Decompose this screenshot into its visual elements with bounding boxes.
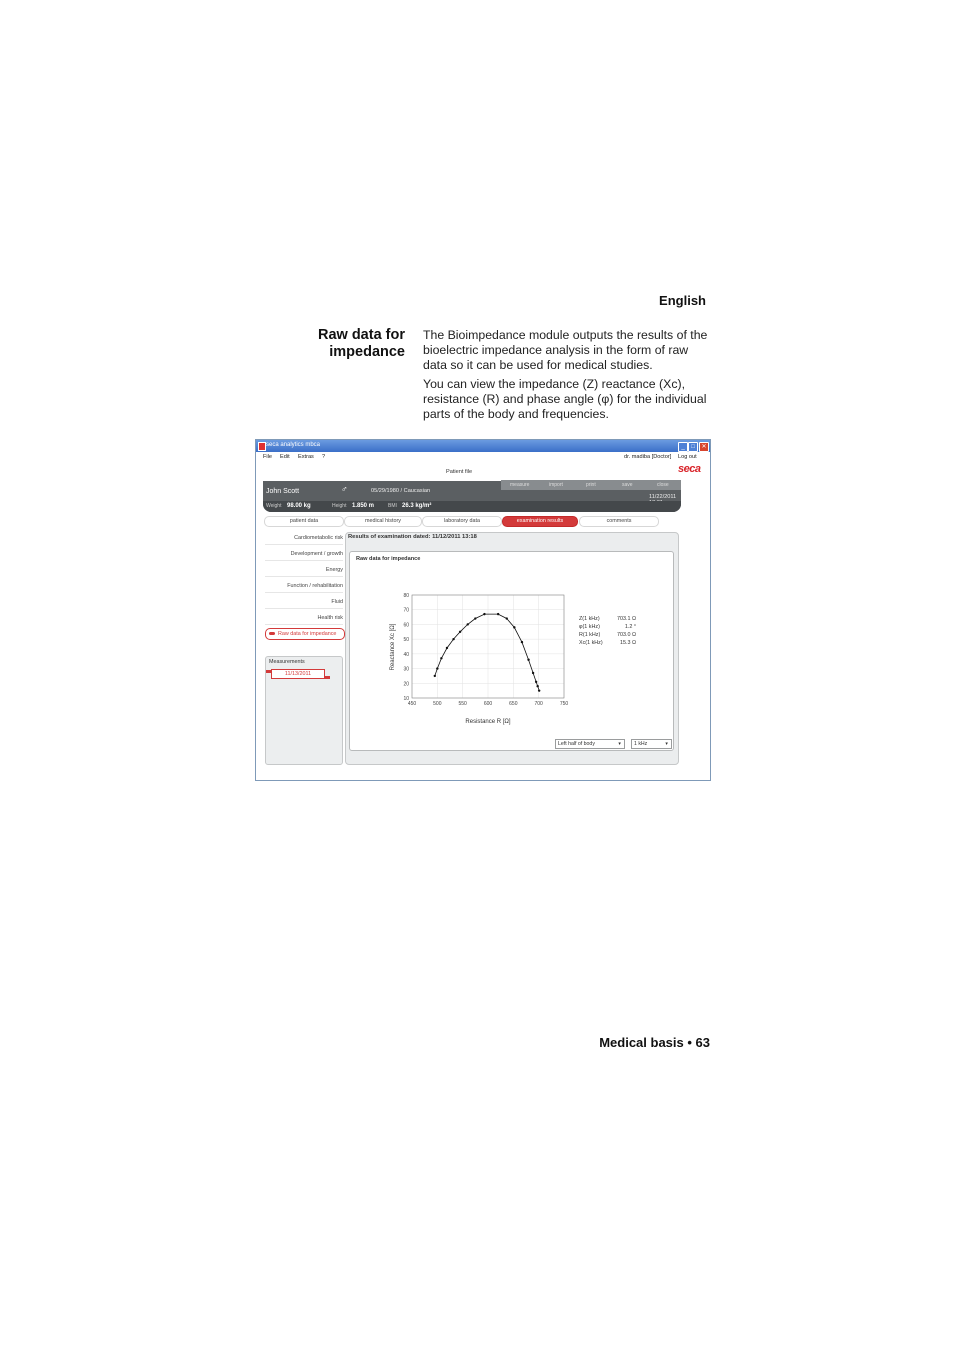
- close-tab[interactable]: close: [657, 482, 669, 488]
- menu-help[interactable]: ?: [322, 454, 326, 460]
- sidebar-item-label: Raw data for impedance: [278, 631, 337, 637]
- close-icon[interactable]: ✕: [699, 442, 709, 452]
- menu-extras[interactable]: Extras: [298, 454, 314, 460]
- sidebar-item-cardiometabolic[interactable]: Cardiometabolic risk: [265, 535, 343, 545]
- data-point: [521, 641, 523, 643]
- minimize-icon[interactable]: _: [678, 442, 688, 452]
- exam-date: 11/22/2011: [649, 494, 677, 500]
- y-tick-label: 20: [403, 681, 409, 688]
- measurement-row: [263, 501, 681, 512]
- bmi-value: 26.3 kg/m²: [402, 503, 432, 509]
- data-point: [483, 613, 485, 615]
- value-numbers: [614, 615, 636, 647]
- impedance-curve: [435, 614, 539, 691]
- x-tick-label: 600: [483, 701, 493, 707]
- r-value: 703.0 Ω: [616, 632, 636, 638]
- height-label: Height: [332, 503, 347, 509]
- measurement-date-item[interactable]: 11/13/2011: [271, 669, 325, 679]
- y-tick-label: 70: [403, 607, 409, 614]
- xc-value: 15.3 Ω: [619, 640, 636, 646]
- tab-patient-data[interactable]: patient data: [264, 516, 344, 527]
- language-label: English: [659, 293, 706, 308]
- height-value: 1.850 m: [352, 503, 375, 509]
- data-point: [467, 623, 469, 625]
- chevron-down-icon: ▾: [618, 741, 621, 747]
- z-label: Z(1 kHz): [579, 616, 600, 622]
- logout-link[interactable]: Log out: [678, 454, 697, 460]
- data-point: [459, 631, 461, 633]
- current-user: dr. madiba [Doctor]: [624, 454, 672, 460]
- sidebar-item-fluid[interactable]: Fluid: [265, 599, 343, 609]
- seca-logo: seca: [678, 463, 701, 475]
- impedance-chart: [386, 593, 586, 725]
- title-bar: [256, 440, 710, 452]
- save-tab[interactable]: save: [622, 482, 633, 488]
- male-icon: ♂: [341, 484, 348, 494]
- print-tab[interactable]: print: [586, 482, 596, 488]
- sidebar-item-raw-data[interactable]: [265, 628, 345, 640]
- sidebar-item-energy[interactable]: Energy: [265, 567, 343, 577]
- import-tab[interactable]: import: [549, 482, 563, 488]
- tab-laboratory-data[interactable]: laboratory data: [422, 516, 502, 527]
- section-title-line-1: Raw data for: [317, 327, 405, 343]
- page-footer: Medical basis • 63: [599, 1035, 710, 1050]
- chart-grid: [412, 595, 564, 698]
- data-point: [513, 626, 515, 628]
- body-part-select[interactable]: [555, 739, 625, 749]
- measure-tab[interactable]: measure: [510, 482, 530, 488]
- x-tick-label: 450: [407, 701, 417, 707]
- data-point: [436, 667, 438, 669]
- section-title-line-2: impedance: [329, 344, 405, 360]
- y-axis-label: Reactance Xc [Ω]: [390, 623, 396, 671]
- measurements-title: Measurements: [269, 659, 305, 665]
- results-title: Results of examination dated: 11/12/2011 13:18: [348, 534, 477, 540]
- data-point: [452, 638, 454, 640]
- intro-paragraph: The Bioimpedance module outputs the results of the bioelectric impedance analysis in the form of raw data so it can be used for medical studies.: [423, 328, 708, 372]
- z-value: 703.1 Ω: [616, 616, 636, 622]
- window-title: seca analytics mbca: [266, 442, 321, 448]
- tab-examination-results[interactable]: examination results: [502, 516, 578, 527]
- sidebar-item-function[interactable]: Function / rehabilitation: [265, 583, 343, 593]
- x-tick-label: 500: [433, 701, 442, 707]
- menu-file[interactable]: File: [263, 454, 273, 460]
- data-point: [535, 681, 537, 683]
- app-screenshot: [255, 439, 711, 781]
- x-tick-label: 700: [534, 701, 543, 707]
- selected-marker-icon: [269, 632, 275, 635]
- phi-label: φ(1 kHz): [579, 624, 600, 630]
- weight-label: Weight: [266, 503, 282, 509]
- y-tick-label: 60: [403, 622, 409, 629]
- x-tick-label: 650: [509, 701, 518, 707]
- data-point: [474, 617, 476, 619]
- data-point: [536, 685, 538, 687]
- chevron-down-icon: ▾: [665, 741, 668, 747]
- maximize-icon[interactable]: □: [688, 442, 698, 452]
- data-point: [446, 647, 448, 649]
- section-title: [300, 327, 405, 361]
- sidebar-item-health-risk[interactable]: Health risk: [265, 615, 343, 625]
- x-axis-label: Resistance R [Ω]: [465, 719, 511, 725]
- data-point: [497, 613, 499, 615]
- x-tick-label: 550: [458, 701, 467, 707]
- menu-edit[interactable]: Edit: [280, 454, 290, 460]
- y-tick-label: 40: [403, 651, 409, 658]
- data-point: [440, 657, 442, 659]
- data-point: [532, 672, 534, 674]
- value-labels: [579, 615, 603, 647]
- page-title: Patient file: [446, 469, 473, 475]
- marker-right-icon: [324, 676, 330, 679]
- axis-ticks: [403, 593, 568, 707]
- sidebar-item-development[interactable]: Development / growth: [265, 551, 343, 561]
- xc-label: Xc(1 kHz): [579, 640, 603, 646]
- patient-info: 05/29/1980 / Caucasian: [371, 488, 431, 494]
- bmi-label: BMI: [388, 503, 397, 509]
- y-tick-label: 10: [403, 696, 409, 702]
- tab-comments[interactable]: comments: [579, 516, 659, 527]
- body-part-value: Left half of body: [558, 741, 595, 747]
- r-label: R(1 kHz): [579, 632, 601, 638]
- y-tick-label: 30: [403, 666, 409, 673]
- x-tick-label: 750: [559, 701, 569, 707]
- app-icon: [258, 442, 266, 451]
- raw-data-title: Raw data for impedance: [356, 556, 421, 562]
- weight-value: 98.00 kg: [287, 503, 311, 509]
- data-point: [506, 617, 508, 619]
- phi-value: 1.2 °: [624, 624, 636, 630]
- data-points: [434, 613, 541, 692]
- data-point: [434, 675, 436, 677]
- tab-medical-history[interactable]: medical history: [344, 516, 422, 527]
- frequency-select[interactable]: [631, 739, 672, 749]
- frequency-value: 1 kHz: [634, 741, 648, 747]
- y-tick-label: 50: [403, 637, 409, 644]
- patient-name: John Scott: [266, 488, 300, 495]
- data-point: [538, 689, 540, 691]
- view-paragraph: You can view the impedance (Z) reactance (Xc), resistance (R) and phase angle (φ) for the individual parts of the body and frequencies.: [423, 377, 707, 421]
- y-tick-label: 80: [403, 593, 409, 599]
- data-point: [527, 659, 529, 661]
